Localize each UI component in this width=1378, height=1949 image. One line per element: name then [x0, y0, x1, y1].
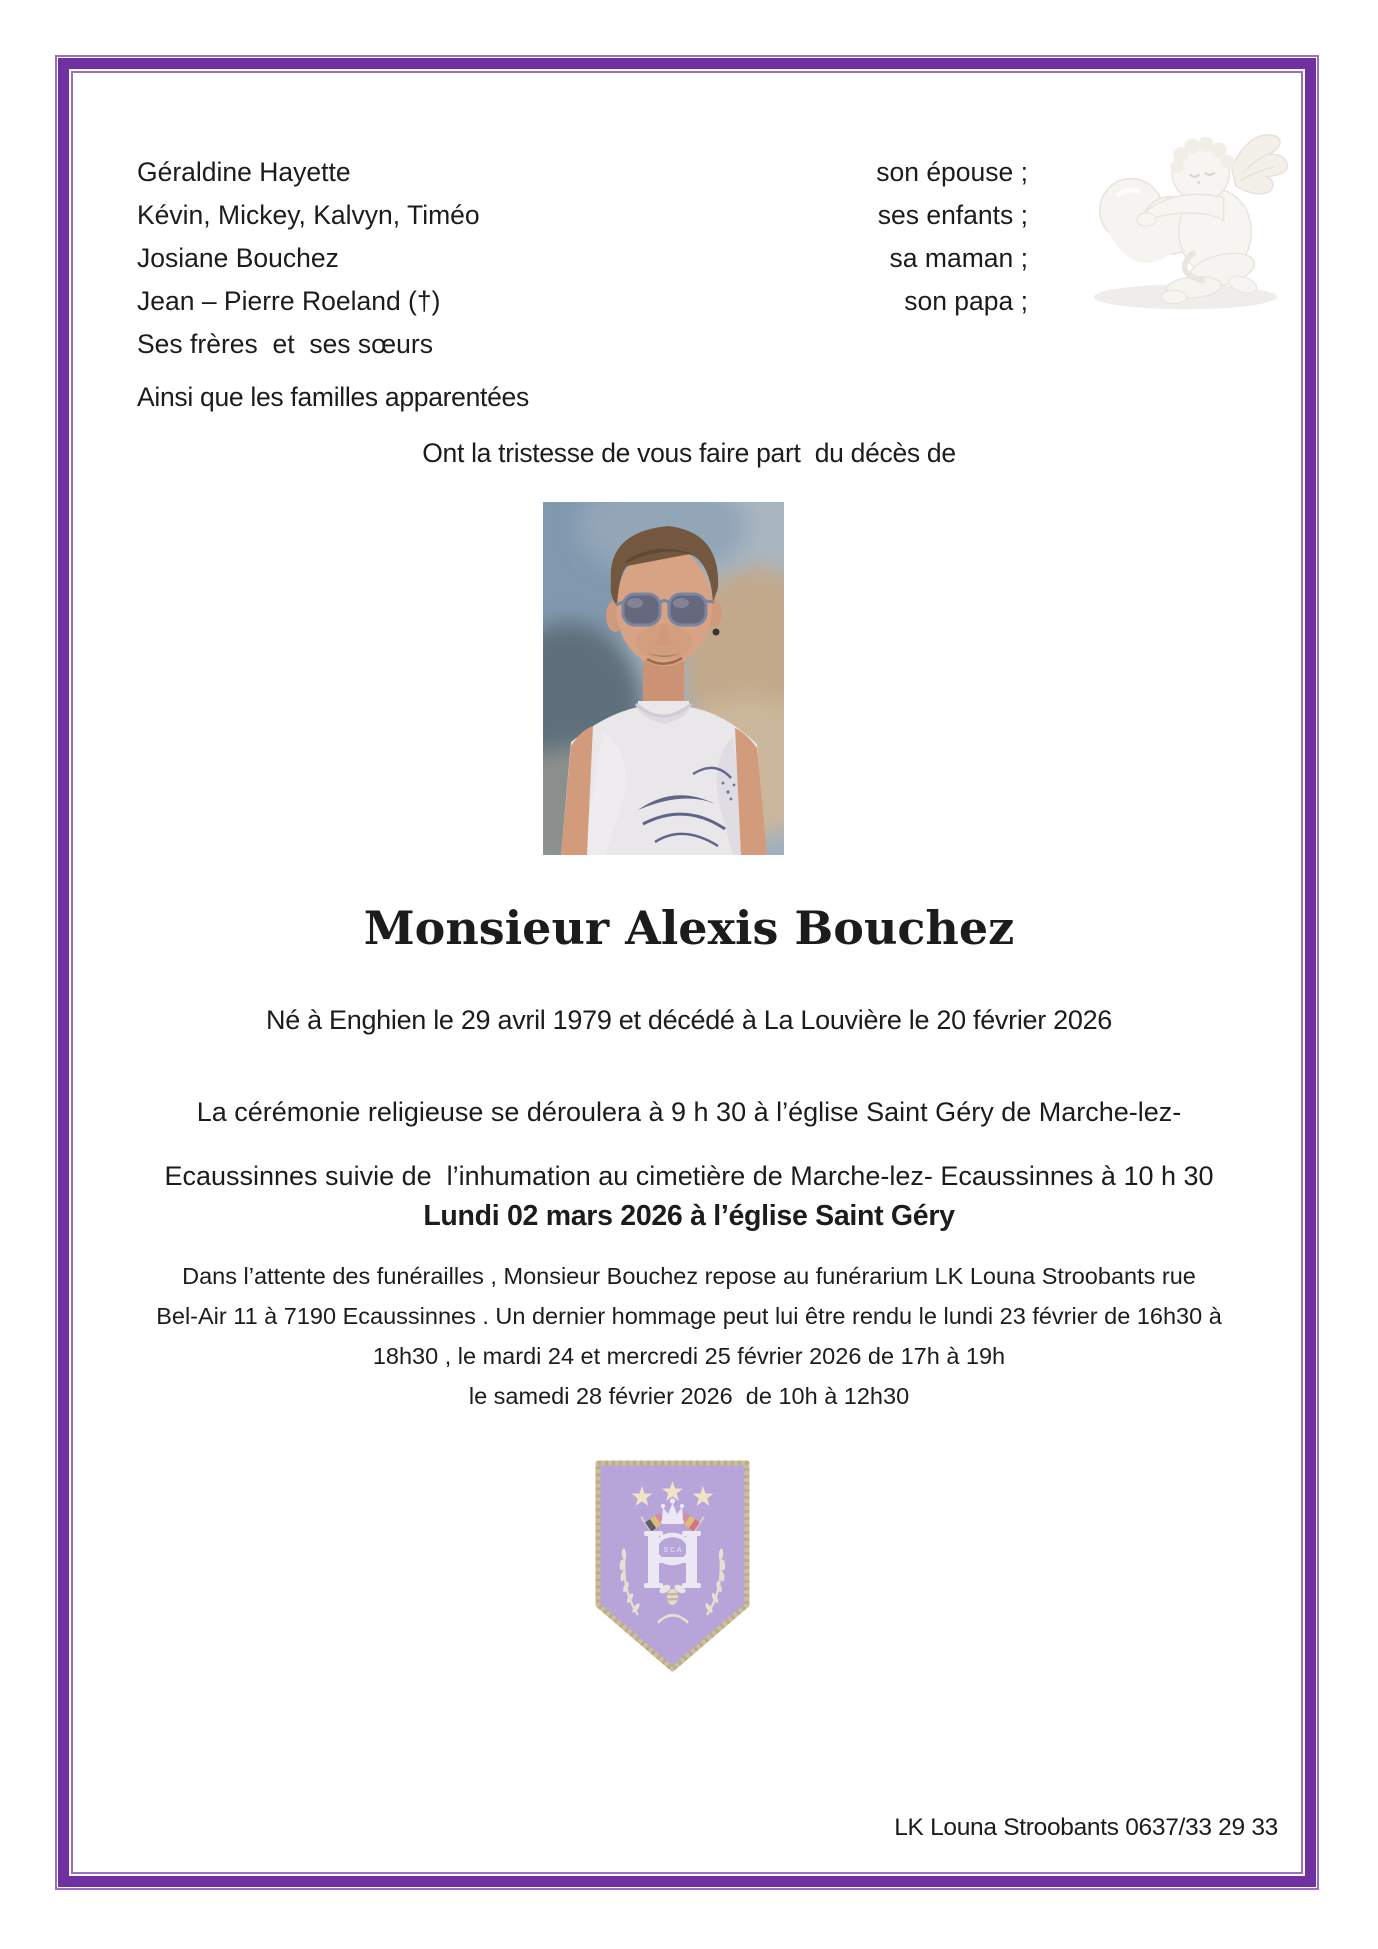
family-member-name: Josiane Bouchez [137, 243, 339, 273]
ceremony-date-highlight: Lundi 02 mars 2026 à l’église Saint Géry [423, 1200, 955, 1232]
family-row [137, 151, 1028, 194]
repose-line: Dans l’attente des funérailles , Monsieur Bouchez repose au funérarium LK Louna Stroobants rue [182, 1263, 1196, 1289]
family-relation: sa maman ; [889, 243, 1028, 273]
pennant-art [592, 1457, 753, 1680]
repose-paragraph [0, 1256, 1378, 1416]
family-row [137, 237, 1028, 280]
family-member-name: Ses frères et ses sœurs [137, 329, 433, 359]
family-row [137, 323, 1028, 366]
family-relation: son papa ; [904, 286, 1028, 316]
family-row [137, 280, 1028, 323]
portrait-photo [543, 502, 784, 855]
portrait-photo-art [543, 502, 784, 855]
funeral-home-contact: LK Louna Stroobants 0637/33 29 33 [894, 1814, 1278, 1841]
family-relation: son épouse ; [876, 157, 1028, 187]
repose-line: Bel-Air 11 à 7190 Ecaussinnes . Un dernier hommage peut lui être rendu le lundi 23 février de 16h30 à [156, 1303, 1222, 1329]
announcement-line: Ont la tristesse de vous faire part du décès de [422, 438, 956, 468]
family-row [137, 194, 1028, 237]
family-member-name: Kévin, Mickey, Kalvyn, Timéo [137, 200, 480, 230]
ceremony-line: La cérémonie religieuse se déroulera à 9 h 30 à l’église Saint Géry de Marche-lez- [196, 1097, 1182, 1127]
svg-text:S C A: S C A [663, 1547, 682, 1554]
related-families-line: Ainsi que les familles apparentées [137, 382, 529, 412]
family-relation: ses enfants ; [877, 200, 1028, 230]
family-list [137, 151, 1028, 366]
birth-death-line: Né à Enghien le 29 avril 1979 et décédé à La Louvière le 20 février 2026 [266, 1005, 1112, 1035]
family-member-name: Géraldine Hayette [137, 157, 351, 187]
family-member-name: Jean – Pierre Roeland (†) [137, 286, 441, 316]
club-pennant [592, 1457, 753, 1680]
cherub-heart-figurine [1072, 110, 1300, 315]
repose-line: le samedi 28 février 2026 de 10h à 12h30 [468, 1383, 910, 1409]
deceased-name-title: Monsieur Alexis Bouchez [363, 901, 1015, 955]
ceremony-line: Ecaussinnes suivie de l’inhumation au cimetière de Marche-lez- Ecaussinnes à 10 h 30 [164, 1161, 1214, 1191]
cherub-art [1072, 110, 1300, 315]
repose-line: 18h30 , le mardi 24 et mercredi 25 février 2026 de 17h à 19h [372, 1343, 1006, 1369]
ceremony-paragraph [0, 1080, 1378, 1208]
